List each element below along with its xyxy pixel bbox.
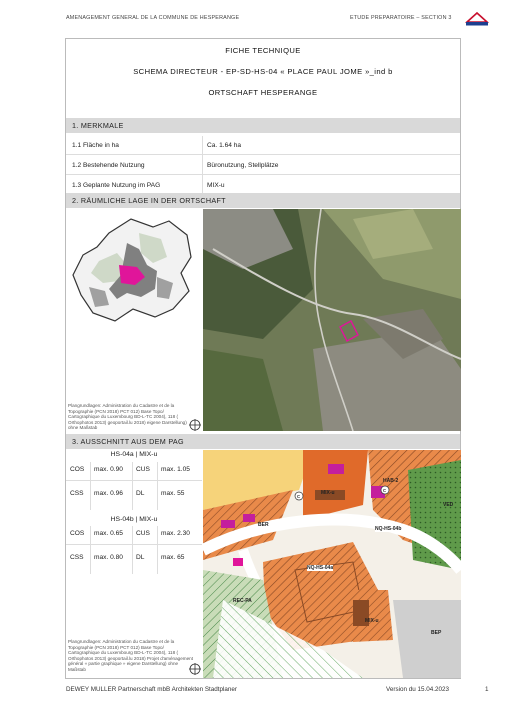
north-arrow-icon bbox=[189, 662, 201, 674]
zone-cell: CSS bbox=[70, 490, 84, 497]
divider bbox=[132, 526, 133, 574]
merkmal-value: Ca. 1.64 ha bbox=[207, 142, 242, 149]
divider bbox=[66, 480, 202, 481]
map-label: MIX-u bbox=[321, 490, 335, 496]
north-arrow-icon bbox=[189, 418, 201, 430]
company-logo bbox=[464, 11, 490, 27]
divider bbox=[66, 544, 202, 545]
zone-cell: DL bbox=[136, 554, 145, 561]
map-label: NQ-HS-04b bbox=[375, 526, 402, 532]
divider bbox=[90, 462, 91, 510]
map-label: NQ-HS-04a bbox=[307, 565, 334, 571]
merkmal-label: 1.3 Geplante Nutzung im PAG bbox=[72, 182, 161, 189]
zone-cell: max. 0.80 bbox=[94, 554, 123, 561]
merkmal-label: 1.2 Bestehende Nutzung bbox=[72, 162, 145, 169]
section-pag-heading: 3. AUSSCHNITT AUS DEM PAG bbox=[66, 434, 460, 449]
divider bbox=[157, 526, 158, 574]
map-label: VED bbox=[443, 502, 454, 508]
locality-overview-map bbox=[69, 213, 199, 325]
zone-table-a bbox=[66, 462, 202, 510]
zone-cell: max. 1.05 bbox=[161, 466, 190, 473]
title-fiche: FICHE TECHNIQUE bbox=[225, 46, 301, 55]
title-ortschaft: ORTSCHAFT HESPERANGE bbox=[208, 88, 318, 97]
title-schema: SCHEMA DIRECTEUR - EP-SD-HS-04 « PLACE PAUL JOME »_ind b bbox=[133, 67, 393, 76]
merkmal-label: 1.1 Fläche in ha bbox=[72, 142, 119, 149]
document-header-right: ETUDE PREPARATOIRE – SECTION 3 bbox=[350, 15, 452, 21]
document-header-left: AMENAGEMENT GENERAL DE LA COMMUNE DE HESPERANGE bbox=[66, 15, 240, 21]
zone-cell: max. 2.30 bbox=[161, 530, 190, 537]
map-label: HAB-2 bbox=[383, 478, 399, 484]
zone-cell: max. 0.96 bbox=[94, 490, 123, 497]
zone-name: HS-04a | MIX-u bbox=[110, 451, 158, 458]
zone-cell: max. 65 bbox=[161, 554, 185, 561]
divider bbox=[157, 462, 158, 510]
footer-version: Version du 15.04.2023 bbox=[386, 686, 450, 693]
section-merkmale-heading: 1. MERKMALE bbox=[66, 118, 460, 133]
lage-caption: Plangrundlagen: Administration du Cadastre et de la Topographie (PCN 2018) PCT 012) Base Topo/ Cartographique du Luxembourg BD-L-TC 2004), 118 ( Orthophotos 2013) geoportail.lu 2018) eigene Darstellung) ohne Maßstab bbox=[68, 403, 187, 431]
zone-cell: max. 0.65 bbox=[94, 530, 123, 537]
merkmal-value: Büronutzung, Stellplätze bbox=[207, 162, 279, 169]
divider bbox=[90, 526, 91, 574]
map-label: REC-PA bbox=[233, 598, 252, 604]
pag-map bbox=[203, 450, 461, 678]
table-row bbox=[66, 156, 460, 175]
pag-caption: Plangrundlagen: Administration du Cadastre et de la Topographie (PCN 2018) PCT 012) Base Topo/ Cartographique du Luxembourg BD-L-TC 2004), 118 ( Orthophotos 2013) geoportail.lu 2018) Projet d'aménagement général « partie graphique » eigene Darstellung) ohne Maßstab bbox=[68, 639, 193, 672]
zone-cell: CUS bbox=[136, 530, 150, 537]
map-label: BEP bbox=[431, 630, 442, 636]
map-label: C bbox=[297, 494, 301, 499]
zone-cell: DL bbox=[136, 490, 145, 497]
zone-cell: CUS bbox=[136, 466, 150, 473]
zone-cell: COS bbox=[70, 530, 85, 537]
aerial-photo bbox=[203, 209, 461, 431]
zone-table-b bbox=[66, 526, 202, 574]
table-row bbox=[66, 136, 460, 155]
zone-cell: COS bbox=[70, 466, 85, 473]
zone-cell: max. 55 bbox=[161, 490, 185, 497]
section-lage-heading: 2. RÄUMLICHE LAGE IN DER ORTSCHAFT bbox=[66, 193, 460, 208]
column-divider bbox=[202, 136, 203, 194]
map-label: MIX-u bbox=[365, 618, 379, 624]
map-label: BER bbox=[258, 522, 269, 528]
footer-company: DEWEY MULLER Partnerschaft mbB Architekten Stadtplaner bbox=[66, 686, 238, 693]
page-number: 1 bbox=[485, 686, 489, 693]
map-label: C bbox=[383, 488, 387, 493]
zone-cell: max. 0.90 bbox=[94, 466, 123, 473]
zone-cell: CSS bbox=[70, 554, 84, 561]
merkmal-value: MIX-u bbox=[207, 182, 225, 189]
zone-name: HS-04b | MIX-u bbox=[110, 516, 158, 523]
divider bbox=[132, 462, 133, 510]
